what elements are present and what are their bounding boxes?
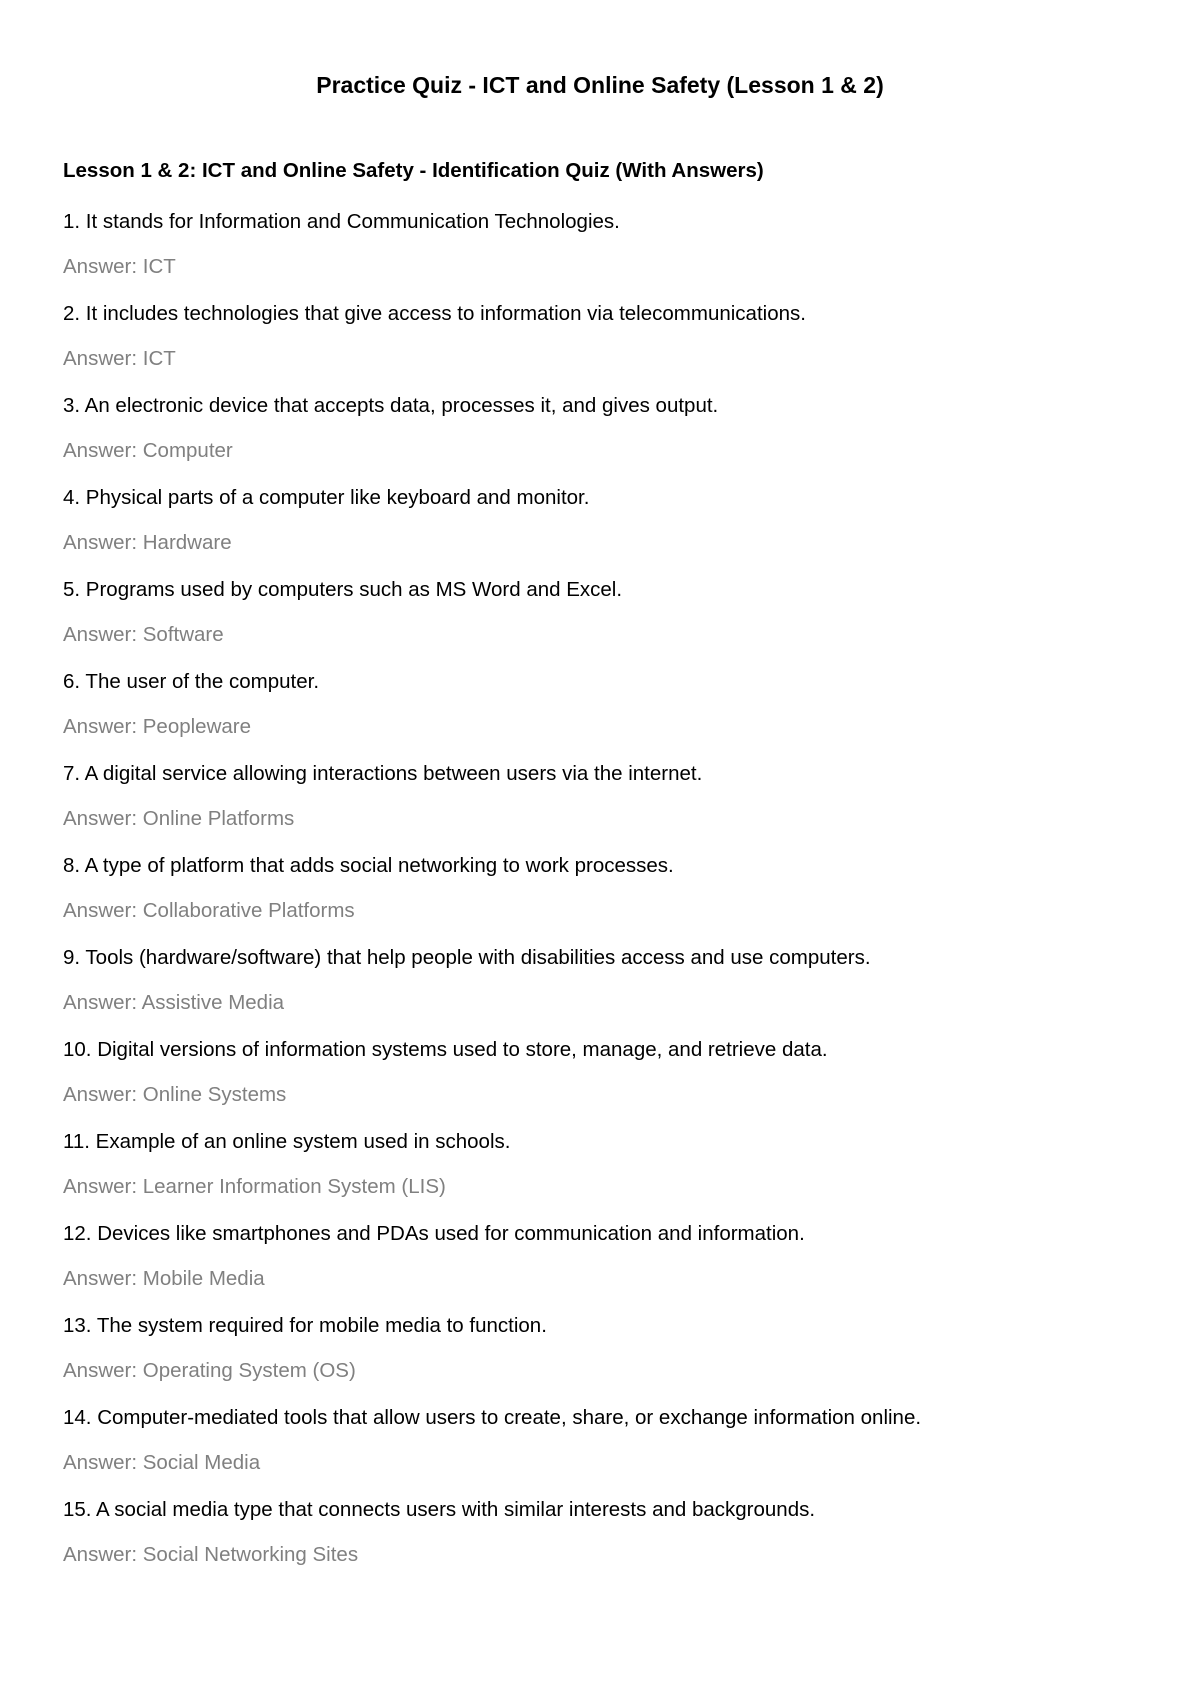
question-text: 14. Computer-mediated tools that allow users to create, share, or exchange information online.: [63, 1406, 922, 1429]
list-item: [63, 1221, 1143, 1313]
answer-text: Answer: Computer: [63, 439, 233, 462]
answer-text: Answer: Social Media: [63, 1451, 261, 1474]
list-item: [63, 945, 1143, 1037]
list-item: [63, 853, 1143, 945]
question-text: 1. It stands for Information and Communication Technologies.: [63, 210, 620, 233]
question-text: 2. It includes technologies that give access to information via telecommunications.: [63, 302, 806, 325]
answer-text: Answer: Peopleware: [63, 715, 252, 738]
document-title: Practice Quiz - ICT and Online Safety (Lesson 1 & 2): [316, 72, 884, 98]
question-text: 3. An electronic device that accepts data, processes it, and gives output.: [63, 394, 719, 417]
question-text: 6. The user of the computer.: [63, 670, 320, 693]
list-item: [63, 209, 1143, 301]
list-item: [63, 761, 1143, 853]
list-item: [63, 393, 1143, 485]
answer-text: Answer: Online Platforms: [63, 807, 295, 830]
question-text: 10. Digital versions of information systems used to store, manage, and retrieve data.: [63, 1038, 828, 1061]
question-text: 7. A digital service allowing interactions between users via the internet.: [63, 762, 703, 785]
answer-text: Answer: ICT: [63, 255, 176, 278]
answer-text: Answer: Collaborative Platforms: [63, 899, 355, 922]
question-text: 5. Programs used by computers such as MS Word and Excel.: [63, 578, 623, 601]
question-text: 11. Example of an online system used in schools.: [63, 1130, 511, 1153]
answer-text: Answer: Operating System (OS): [63, 1359, 356, 1382]
answer-text: Answer: Mobile Media: [63, 1267, 265, 1290]
list-item: [63, 577, 1143, 669]
answer-text: Answer: Online Systems: [63, 1083, 287, 1106]
list-item: [63, 1037, 1143, 1129]
question-text: 9. Tools (hardware/software) that help people with disabilities access and use computers.: [63, 946, 871, 969]
question-text: 12. Devices like smartphones and PDAs used for communication and information.: [63, 1222, 805, 1245]
answer-text: Answer: Software: [63, 623, 224, 646]
question-text: 8. A type of platform that adds social networking to work processes.: [63, 854, 674, 877]
question-text: 4. Physical parts of a computer like keyboard and monitor.: [63, 486, 590, 509]
list-item: [63, 1313, 1143, 1405]
answer-text: Answer: ICT: [63, 347, 176, 370]
list-item: [63, 1405, 1143, 1497]
list-item: [63, 1129, 1143, 1221]
list-item: [63, 301, 1143, 393]
list-item: [63, 485, 1143, 577]
answer-text: Answer: Hardware: [63, 531, 232, 554]
answer-text: Answer: Assistive Media: [63, 991, 285, 1014]
list-item: [63, 669, 1143, 761]
question-text: 13. The system required for mobile media to function.: [63, 1314, 547, 1337]
question-text: 15. A social media type that connects users with similar interests and backgrounds.: [63, 1498, 816, 1521]
document-subtitle: Lesson 1 & 2: ICT and Online Safety - Identification Quiz (With Answers): [63, 159, 764, 182]
answer-text: Answer: Social Networking Sites: [63, 1543, 359, 1566]
answer-text: Answer: Learner Information System (LIS): [63, 1175, 446, 1198]
list-item: [63, 1497, 1143, 1589]
question-list: [63, 209, 1143, 1589]
